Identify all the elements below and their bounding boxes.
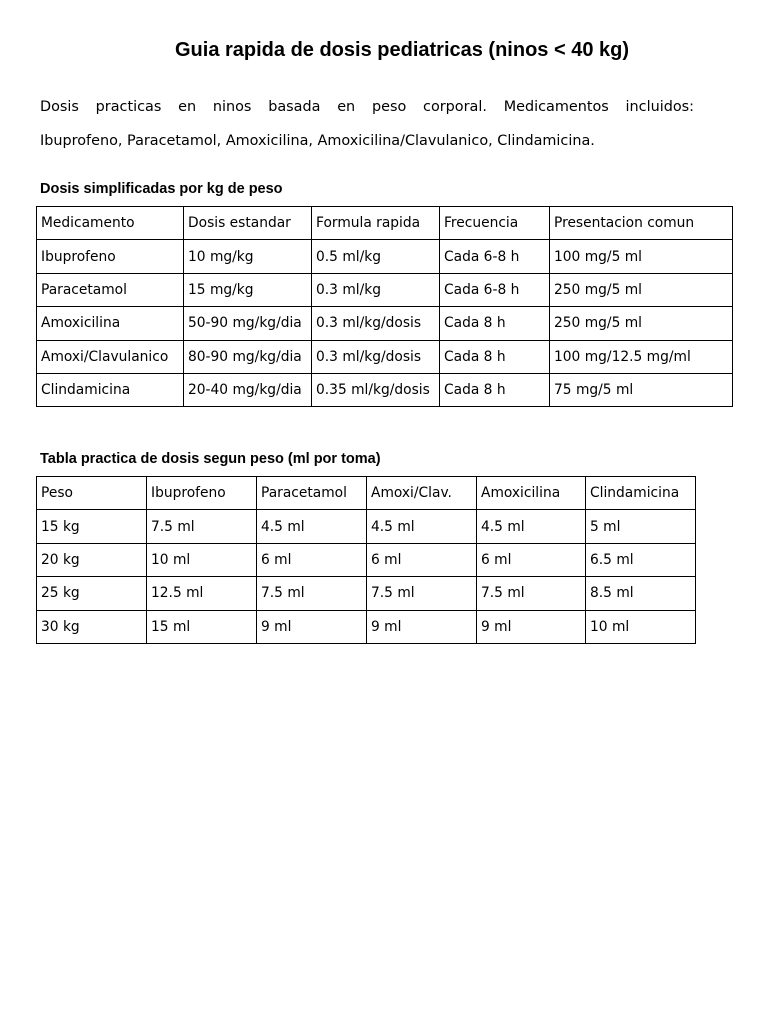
table-row — [37, 340, 733, 373]
table-cell: 6.5 ml — [586, 543, 696, 576]
table-cell: 80-90 mg/kg/dia — [184, 340, 312, 373]
header-cell: Clindamicina — [586, 477, 696, 510]
table-cell: 30 kg — [37, 610, 147, 643]
table-cell: 6 ml — [367, 543, 477, 576]
table-cell: 15 mg/kg — [184, 273, 312, 306]
table-row — [37, 577, 696, 610]
table-cell: 6 ml — [477, 543, 586, 576]
table-cell: 0.3 ml/kg/dosis — [312, 340, 440, 373]
table-cell: 15 ml — [147, 610, 257, 643]
table-cell: 20-40 mg/kg/dia — [184, 373, 312, 406]
table-row — [37, 373, 733, 406]
table-cell: Ibuprofeno — [37, 240, 184, 273]
table-cell: 75 mg/5 ml — [550, 373, 733, 406]
table-cell: 100 mg/12.5 mg/ml — [550, 340, 733, 373]
header-cell: Dosis estandar — [184, 207, 312, 240]
table-cell: 9 ml — [477, 610, 586, 643]
dose-table — [36, 206, 733, 407]
intro-line-1: Dosis practicas en ninos basada en peso corporal. Medicamentos incluidos: — [40, 99, 694, 115]
table-row — [37, 610, 696, 643]
header-cell: Paracetamol — [257, 477, 367, 510]
table-cell: 50-90 mg/kg/dia — [184, 307, 312, 340]
table-cell: Amoxicilina — [37, 307, 184, 340]
table-cell: 0.3 ml/kg/dosis — [312, 307, 440, 340]
header-cell: Peso — [37, 477, 147, 510]
table-row — [37, 307, 733, 340]
table-cell: 10 ml — [586, 610, 696, 643]
header-cell: Medicamento — [37, 207, 184, 240]
page-title: Guia rapida de dosis pediatricas (ninos < 40 kg) — [174, 39, 630, 61]
intro-line-2: Ibuprofeno, Paracetamol, Amoxicilina, Amoxicilina/Clavulanico, Clindamicina. — [40, 133, 595, 149]
table-cell: Cada 6-8 h — [440, 273, 550, 306]
weight-table-header-row — [37, 477, 696, 510]
table-cell: 15 kg — [37, 510, 147, 543]
table-cell: 250 mg/5 ml — [550, 307, 733, 340]
table-cell: Cada 8 h — [440, 373, 550, 406]
table-cell: 12.5 ml — [147, 577, 257, 610]
table-cell: 4.5 ml — [257, 510, 367, 543]
table-row — [37, 273, 733, 306]
table-cell: Amoxi/Clavulanico — [37, 340, 184, 373]
table-cell: 100 mg/5 ml — [550, 240, 733, 273]
table-row — [37, 510, 696, 543]
table-cell: Cada 8 h — [440, 307, 550, 340]
header-cell: Amoxi/Clav. — [367, 477, 477, 510]
header-cell: Frecuencia — [440, 207, 550, 240]
table-cell: 7.5 ml — [147, 510, 257, 543]
table-cell: 7.5 ml — [367, 577, 477, 610]
table-cell: 4.5 ml — [367, 510, 477, 543]
table-cell: Paracetamol — [37, 273, 184, 306]
table-cell: 10 ml — [147, 543, 257, 576]
table-cell: Cada 6-8 h — [440, 240, 550, 273]
table-cell: 10 mg/kg — [184, 240, 312, 273]
table-row — [37, 543, 696, 576]
weight-table-title: Tabla practica de dosis segun peso (ml por toma) — [40, 451, 381, 467]
table-cell: 8.5 ml — [586, 577, 696, 610]
table-cell: 7.5 ml — [477, 577, 586, 610]
table-cell: 9 ml — [257, 610, 367, 643]
table-cell: Cada 8 h — [440, 340, 550, 373]
table-cell: 7.5 ml — [257, 577, 367, 610]
table-cell: 0.5 ml/kg — [312, 240, 440, 273]
weight-table — [36, 476, 696, 644]
dose-table-header-row — [37, 207, 733, 240]
table-cell: 0.3 ml/kg — [312, 273, 440, 306]
table-cell: 9 ml — [367, 610, 477, 643]
table-cell: 25 kg — [37, 577, 147, 610]
table-cell: 20 kg — [37, 543, 147, 576]
table-cell: 4.5 ml — [477, 510, 586, 543]
intro-paragraph — [40, 90, 694, 158]
table-cell: 250 mg/5 ml — [550, 273, 733, 306]
header-cell: Presentacion comun — [550, 207, 733, 240]
header-cell: Formula rapida — [312, 207, 440, 240]
table-row — [37, 240, 733, 273]
table-cell: 0.35 ml/kg/dosis — [312, 373, 440, 406]
header-cell: Ibuprofeno — [147, 477, 257, 510]
header-cell: Amoxicilina — [477, 477, 586, 510]
table-cell: 5 ml — [586, 510, 696, 543]
table-cell: Clindamicina — [37, 373, 184, 406]
table-cell: 6 ml — [257, 543, 367, 576]
dose-table-title: Dosis simplificadas por kg de peso — [40, 181, 283, 197]
